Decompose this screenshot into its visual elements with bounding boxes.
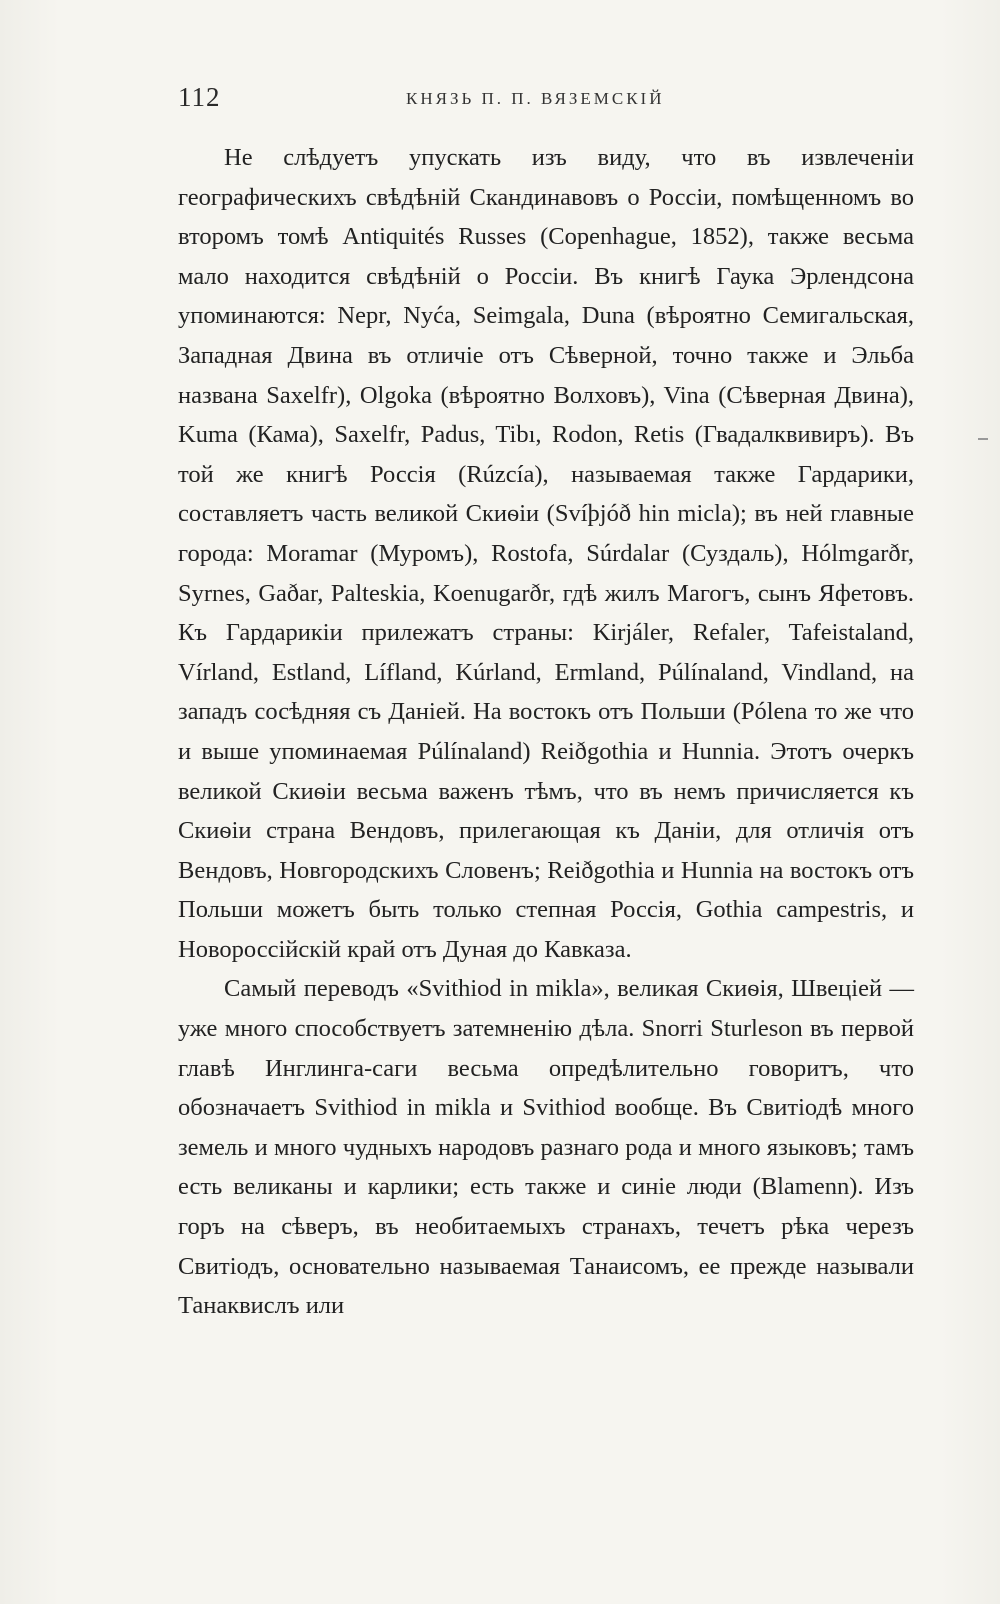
body-text <box>178 138 914 1326</box>
page-header <box>178 82 914 122</box>
margin-mark <box>978 438 988 440</box>
page-number: 112 <box>178 82 221 112</box>
paragraph: Не слѣдуетъ упускать изъ виду, что въ извлеченіи географическихъ свѣдѣній Скандинавовъ о Россіи, помѣщенномъ во второмъ томѣ Antiquités Russes (Copenhague, 1852), также весьма мало находится свѣдѣній о Россіи. Въ книгѣ Гаука Эрлендсона упоминаются: Nepr, Nyća, Seimgala, Duna (вѣроятно Семигальская, Западная Двина въ отличіе отъ Сѣверной, точно также и Эльба названа Saxelfr), Olgoka (вѣроятно Волховъ), Vina (Сѣверная Двина), Kuma (Кама), Saxelfr, Padus, Tibı, Rodon, Retis (Гвадалквивиръ). Въ той же книгѣ Россія (Rúzcía), называемая также Гардарики, составляетъ часть великой Скиѳіи (Svíþjóð hin micla); въ ней главные города: Moramar (Муромъ), Rostofa, Súrdalar (Суздаль), Hólmgarðr, Syrnes, Gaðar, Palteskia, Koenugarðr, гдѣ жилъ Магогъ, сынъ Яфетовъ. Къ Гардарикіи прилежатъ страны: Kirjáler, Refaler, Tafeistaland, Vírland, Estland, Lífland, Kúrland, Ermland, Púlínaland, Vindland, на западъ сосѣдняя съ Даніей. На востокъ отъ Польши (Pólena то же что и выше упоминаемая Púlínaland) Reiðgothia и Hunnia. Этотъ очеркъ великой Скиѳіи весьма важенъ тѣмъ, что въ немъ причисляется къ Скиѳіи страна Вендовъ, прилегающая къ Даніи, для отличія отъ Вендовъ, Новгородскихъ Словенъ; Reiðgothia и Hunnia на востокъ отъ Польши можетъ быть только степная Россія, Gothia campestris, и Новороссійскій край отъ Дуная до Кавказа. <box>178 144 914 963</box>
running-head: КНЯЗЬ П. П. ВЯЗЕМСКІЙ <box>406 89 665 108</box>
paragraph: Самый переводъ «Svithiod in mikla», великая Скиѳія, Швеціей — уже много способствуетъ затемненію дѣла. Snorri Sturleson въ первой главѣ Инглинга-саги весьма опредѣлительно говоритъ, что обозначаетъ Svithiod in mikla и Svithiod вообще. Въ Свитіодѣ много земель и много чудныхъ народовъ разнаго рода и много языковъ; тамъ есть великаны и карлики; есть также и синіе люди (Blamenn). Изъ горъ на сѣверъ, въ необитаемыхъ странахъ, течетъ рѣка черезъ Свитіодъ, основательно называемая Танаисомъ, ее прежде называли Танаквислъ или <box>178 975 914 1320</box>
